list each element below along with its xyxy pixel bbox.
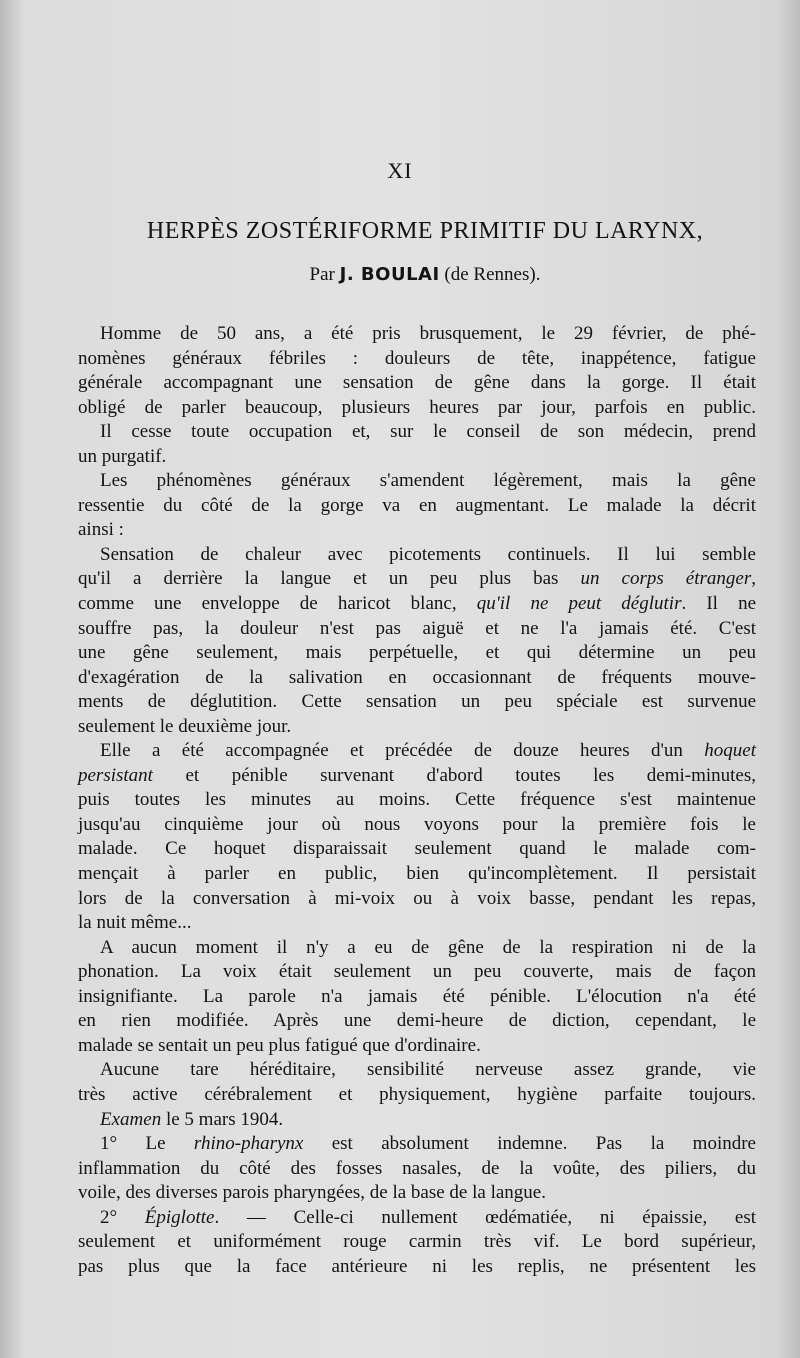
text-run: souffre pas, la douleur n'est pas aiguë et ne l'a jamais été. C'est — [78, 617, 756, 639]
text-line — [78, 1230, 756, 1255]
body-text — [78, 322, 756, 1279]
text-run: voile, des diverses parois pharyngées, de la base de la langue. — [78, 1182, 546, 1204]
text-line — [78, 420, 756, 445]
text-run: ainsi : — [78, 519, 124, 541]
text-run: Homme de 50 ans, a été pris brusquement, le 29 février, de phé- — [100, 323, 756, 344]
text-line — [78, 788, 756, 813]
text-run: Sensation de chaleur avec picotements continuels. Il lui semble — [100, 543, 756, 565]
text-line — [78, 592, 756, 617]
text-run: qu'il a derrière la langue et un peu plus bas — [78, 568, 581, 590]
text-line — [78, 1206, 756, 1231]
text-line — [78, 715, 756, 740]
text-run: lors de la conversation à mi-voix ou à voix basse, pendant les repas, — [78, 887, 756, 909]
text-line — [78, 690, 756, 715]
text-run: obligé de parler beaucoup, plusieurs heures par jour, parfois en public. — [78, 396, 756, 418]
italic-phrase: un corps étranger — [580, 568, 752, 590]
text-line — [78, 813, 756, 838]
text-run: et pénible survenant d'abord toutes les demi-minutes, — [152, 764, 756, 786]
text-line — [78, 1108, 756, 1133]
text-line — [78, 887, 756, 912]
text-line — [78, 371, 756, 396]
text-run: jusqu'au cinquième jour où nous voyons pour la première fois le — [78, 813, 756, 835]
text-line — [78, 764, 756, 789]
text-run: Elle a été accompagnée et précédée de douze heures d'un — [100, 740, 705, 762]
text-line — [78, 1083, 756, 1108]
text-line — [78, 862, 756, 887]
chapter-number: XI — [387, 158, 413, 183]
text-line — [78, 396, 756, 421]
text-run: très active cérébralement et physiquement, hygiène parfaite toujours. — [78, 1083, 756, 1105]
text-line — [78, 1255, 756, 1280]
text-run: 1° Le — [100, 1133, 194, 1155]
text-line — [78, 543, 756, 568]
text-run: ments de déglutition. Cette sensation un peu spéciale est survenue — [78, 691, 756, 713]
text-line — [78, 617, 756, 642]
text-run: insignifiante. La parole n'a jamais été pénible. L'élocution n'a été — [78, 985, 756, 1007]
italic-phrase: Épiglotte — [144, 1206, 215, 1228]
text-run: en rien modifiée. Après une demi-heure de diction, cependant, le — [78, 1010, 756, 1032]
text-run: d'exagération de la salivation en occasionnant de fréquents mouve- — [78, 666, 756, 688]
text-run: . Il ne — [681, 593, 757, 615]
text-run: comme une enveloppe de haricot blanc, — [78, 593, 477, 615]
text-run: Les phénomènes généraux s'amendent légèrement, mais la gêne — [100, 470, 756, 492]
italic-phrase: hoquet — [704, 740, 756, 762]
text-run: pas plus que la face antérieure ni les replis, ne présentent les — [78, 1255, 756, 1277]
text-line — [78, 1034, 756, 1059]
text-run: malade. Ce hoquet disparaissait seulement quand le malade com- — [78, 838, 756, 860]
text-run: 2° — [100, 1206, 145, 1228]
text-line — [78, 1132, 756, 1157]
text-run: mençait à parler en public, bien qu'incomplètement. Il persistait — [78, 863, 756, 885]
byline-prefix: Par — [309, 264, 335, 285]
text-run: un purgatif. — [78, 445, 167, 467]
italic-phrase: rhino-pharynx — [193, 1133, 304, 1155]
text-run: est absolument indemne. Pas la moindre — [303, 1133, 756, 1155]
byline — [60, 264, 790, 286]
text-line — [78, 936, 756, 961]
text-line — [78, 347, 756, 372]
author-affiliation: (de Rennes). — [444, 264, 541, 285]
text-run: . — Celle-ci nullement œdématiée, ni épaissie, est — [214, 1206, 756, 1228]
text-run: le 5 mars 1904. — [161, 1108, 284, 1130]
author-name: J. BOULAI — [339, 264, 440, 285]
text-run: A aucun moment il n'y a eu de gêne de la respiration ni de la — [100, 936, 756, 958]
text-run: nomènes généraux fébriles : douleurs de tête, inappétence, fatigue — [78, 347, 756, 369]
text-line — [78, 911, 756, 936]
text-line — [78, 469, 756, 494]
italic-phrase: Examen — [100, 1108, 162, 1130]
text-line — [78, 1157, 756, 1182]
text-run: , — [751, 568, 756, 590]
text-line — [78, 739, 756, 764]
text-run: seulement et uniformément rouge carmin très vif. Le bord supérieur, — [78, 1231, 756, 1253]
text-run: Aucune tare héréditaire, sensibilité nerveuse assez grande, vie — [100, 1059, 756, 1081]
text-run: ressentie du côté de la gorge va en augmentant. Le malade la décrit — [78, 494, 756, 516]
text-line — [78, 445, 756, 470]
text-run: inflammation du côté des fosses nasales, de la voûte, des piliers, du — [78, 1157, 756, 1179]
text-line — [78, 960, 756, 985]
text-line — [78, 1181, 756, 1206]
italic-phrase: persistant — [78, 764, 153, 786]
text-run: générale accompagnant une sensation de gêne dans la gorge. Il était — [78, 372, 756, 394]
text-line — [78, 666, 756, 691]
text-line — [78, 641, 756, 666]
text-line — [78, 494, 756, 519]
text-run: la nuit même... — [78, 912, 192, 934]
italic-phrase: qu'il ne peut déglutir — [476, 593, 682, 615]
text-line — [78, 1009, 756, 1034]
text-run: seulement le deuxième jour. — [78, 715, 292, 737]
text-line — [78, 1058, 756, 1083]
text-run: Il cesse toute occupation et, sur le conseil de son médecin, prend — [100, 421, 756, 443]
text-line — [78, 567, 756, 592]
text-line — [78, 985, 756, 1010]
text-run: une gêne seulement, mais perpétuelle, et qui détermine un peu — [78, 642, 756, 664]
text-line — [78, 518, 756, 543]
text-line — [78, 322, 756, 347]
article-title: HERPÈS ZOSTÉRIFORME PRIMITIF DU LARYNX, — [146, 218, 704, 244]
text-line — [78, 837, 756, 862]
text-run: puis toutes les minutes au moins. Cette fréquence s'est maintenue — [78, 789, 756, 811]
text-run: malade se sentait un peu plus fatigué que d'ordinaire. — [78, 1034, 481, 1056]
text-run: phonation. La voix était seulement un peu couverte, mais de façon — [78, 961, 756, 983]
